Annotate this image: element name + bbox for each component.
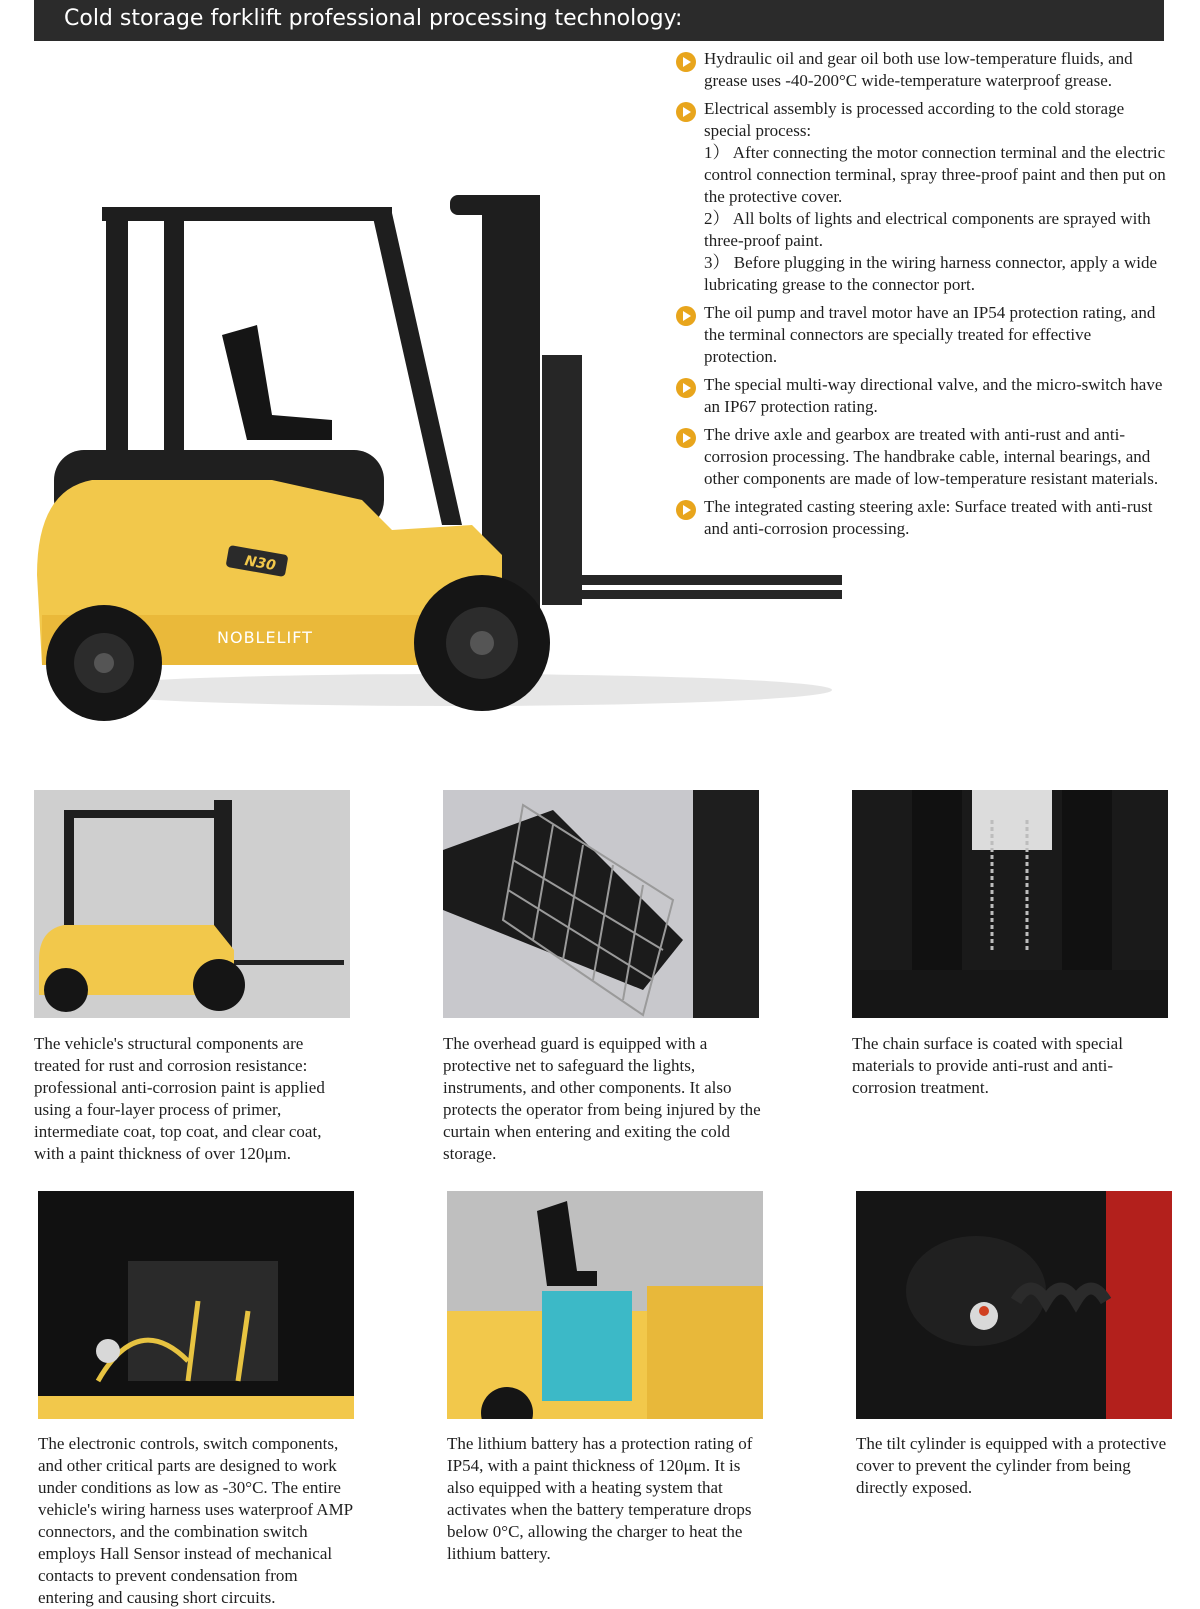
feature-subitem: 2） All bolts of lights and electrical components are sprayed with three-proof paint. [704, 209, 1151, 250]
model-badge: N30 [243, 553, 277, 575]
feature-text: The integrated casting steering axle: Surface treated with anti-rust and anti-corrosion processing. [704, 497, 1153, 538]
arrow-bullet-icon [676, 378, 696, 398]
feature-subitem: 3） Before plugging in the wiring harness connector, apply a wide lubricating grease to the connector port. [704, 253, 1158, 294]
section-title-bar [34, 0, 1164, 41]
arrow-bullet-icon [676, 306, 696, 326]
electronic-controls-photo [38, 1191, 354, 1419]
feature-text: The drive axle and gearbox are treated with anti-rust and anti-corrosion processing. The handbrake cable, internal bearings, and other components are made of low-temperature resistant materials. [704, 425, 1159, 488]
feature-item [676, 98, 1166, 296]
caption-battery: The lithium battery has a protection rating of IP54, with a paint thickness of 120μm. It is also equipped with a heating system that activates when the battery temperature drops below 0°C, allowing the charger to heat the lithium battery. [447, 1434, 753, 1563]
overhead-guard-net-photo [443, 790, 759, 1018]
caption-tilt-cylinder: The tilt cylinder is equipped with a protective cover to prevent the cylinder from being directly exposed. [856, 1434, 1167, 1497]
arrow-bullet-icon [676, 102, 696, 122]
caption-structure: The vehicle's structural components are treated for rust and corrosion resistance: professional anti-corrosion paint is applied using a four-layer process of primer, intermediate coat, top coat, and clear coat, with a paint thickness of over 120μm. [34, 1034, 325, 1163]
mast-chain-photo [852, 790, 1168, 1018]
section-title: Cold storage forklift professional processing technology: [64, 6, 683, 31]
feature-text: The special multi-way directional valve, and the micro-switch have an IP67 protection rating. [704, 375, 1163, 416]
feature-item [676, 424, 1166, 490]
feature-item [676, 48, 1166, 92]
feature-text: The oil pump and travel motor have an IP54 protection rating, and the terminal connectors are specially treated for effective protection. [704, 303, 1156, 366]
caption-electronics: The electronic controls, switch components, and other critical parts are designed to work under conditions as low as -30°C. The entire vehicle's wiring harness uses waterproof AMP connectors, and the combination switch employs Hall Sensor instead of mechanical contacts to prevent condensation from entering and causing short circuits. [38, 1434, 353, 1607]
arrow-bullet-icon [676, 428, 696, 448]
feature-item [676, 496, 1166, 540]
forklift-structure-photo [34, 790, 350, 1018]
feature-text: Hydraulic oil and gear oil both use low-temperature fluids, and grease uses -40-200°C wide-temperature waterproof grease. [704, 49, 1133, 90]
arrow-bullet-icon [676, 500, 696, 520]
brand-logo: NOBLELIFT [217, 628, 313, 647]
feature-text: Electrical assembly is processed according to the cold storage special process: [704, 99, 1125, 140]
feature-item [676, 302, 1166, 368]
feature-list [676, 48, 1166, 546]
arrow-bullet-icon [676, 52, 696, 72]
tilt-cylinder-photo [856, 1191, 1172, 1419]
feature-subitem: 1） After connecting the motor connection terminal and the electric control connection terminal, spray three-proof paint and then put on the protective cover. [704, 143, 1166, 206]
caption-guard-net: The overhead guard is equipped with a protective net to safeguard the lights, instruments, and other components. It also protects the operator from being injured by the curtain when entering and exiting the cold storage. [443, 1034, 761, 1163]
caption-chain: The chain surface is coated with special materials to provide anti-rust and anti-corrosion treatment. [852, 1034, 1123, 1097]
feature-item [676, 374, 1166, 418]
lithium-battery-photo [447, 1191, 763, 1419]
